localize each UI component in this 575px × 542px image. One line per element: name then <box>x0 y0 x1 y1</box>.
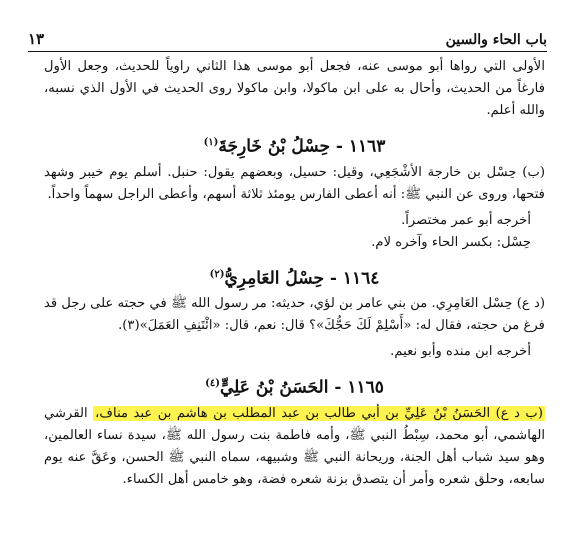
page-number: ١٣ <box>28 30 45 48</box>
entry-body-1164: (د ع) حِسْل العَامِرِي. من بني عامر بن لؤي، حديثه: مر رسول الله ﷺ في حجته على رجل قد فرغ من حجته، فقال له: «أَسْلِمْ لَكَ حَجُّكَ»؟ قال: نعم، قال: «ائْتَنِفِ العَمَلَ»(٣). <box>44 296 545 334</box>
intro-paragraph: الأولى التي رواها أبو موسى عنه، فجعل أبو موسى هذا الثاني راوياً للحديث، وجعل الأول فارغاً من الحديث، وأحال به على ابن ماكولا، وابن ماكولا روى الحديث في الأول الذي نسبه، والله أعلم. <box>44 59 545 118</box>
entry-title-1163: ١١٦٣ - حِسْلُ بْنُ خَارِجَةَ <box>218 136 386 157</box>
entry-note-1163-b: حِسْل: بكسر الحاء وآخره لام. <box>371 234 531 250</box>
highlighted-text: (ب د ع) الحَسَنُ بْنُ عَلِيِّ بن أبي طالب بن عبد المطلب بن هاشم بن عبد مناف، <box>95 405 543 421</box>
entry-heading-1163 <box>44 130 545 160</box>
footnote-mark: (٢) <box>209 268 225 280</box>
entry-body-1165 <box>44 403 545 491</box>
entry-heading-1165 <box>44 371 545 401</box>
entry-title-1164: ١١٦٤ - حِسْلُ العَامِرِيُّ <box>224 268 380 289</box>
entry-heading-1164 <box>44 262 545 292</box>
footnote-mark: (٤) <box>205 378 220 390</box>
chapter-title: باب الحاء والسين <box>445 32 547 48</box>
entry-note-1163-a: أخرجه أبو عمر مختصراً. <box>401 212 531 228</box>
entry-body-1163: (ب) حِسْل بن خارجة الأشْجَعِي، وقيل: حسيل، وبعضهم يقول: حنبل. أسلم يوم خيبر وشهد فتحها، وروى عن النبي ﷺ: أنه أعطى الفارس يومئذ ثلاثة أسهم، وأعطى الراجل سهماً واحداً. <box>44 164 545 202</box>
page-body <box>44 56 545 491</box>
entry-note-1164: أخرجه ابن منده وأبو نعيم. <box>390 344 531 360</box>
entry-body-1165-text: القرشي الهاشمي، أبو محمد، سِبْطُ النبي ﷺ، وأمه فاطمة بنت رسول الله ﷺ، سيدة نساء العالمين، وهو سيد شباب أهل الجنة، وريحانة النبي ﷺ وشبيهه، سماه النبي ﷺ الحسن، وعَقَّ عنه يوم سابعه، وحلق شعره وأمر أن يتصدق بزنة شعره فضة، وهو خامس أهل الكساء. <box>44 405 545 487</box>
entry-title-1165: ١١٦٥ - الحَسَنُ بْنُ عَلِيٍّ <box>219 377 384 398</box>
footnote-mark: (١) <box>203 137 219 148</box>
page-header <box>28 26 547 52</box>
